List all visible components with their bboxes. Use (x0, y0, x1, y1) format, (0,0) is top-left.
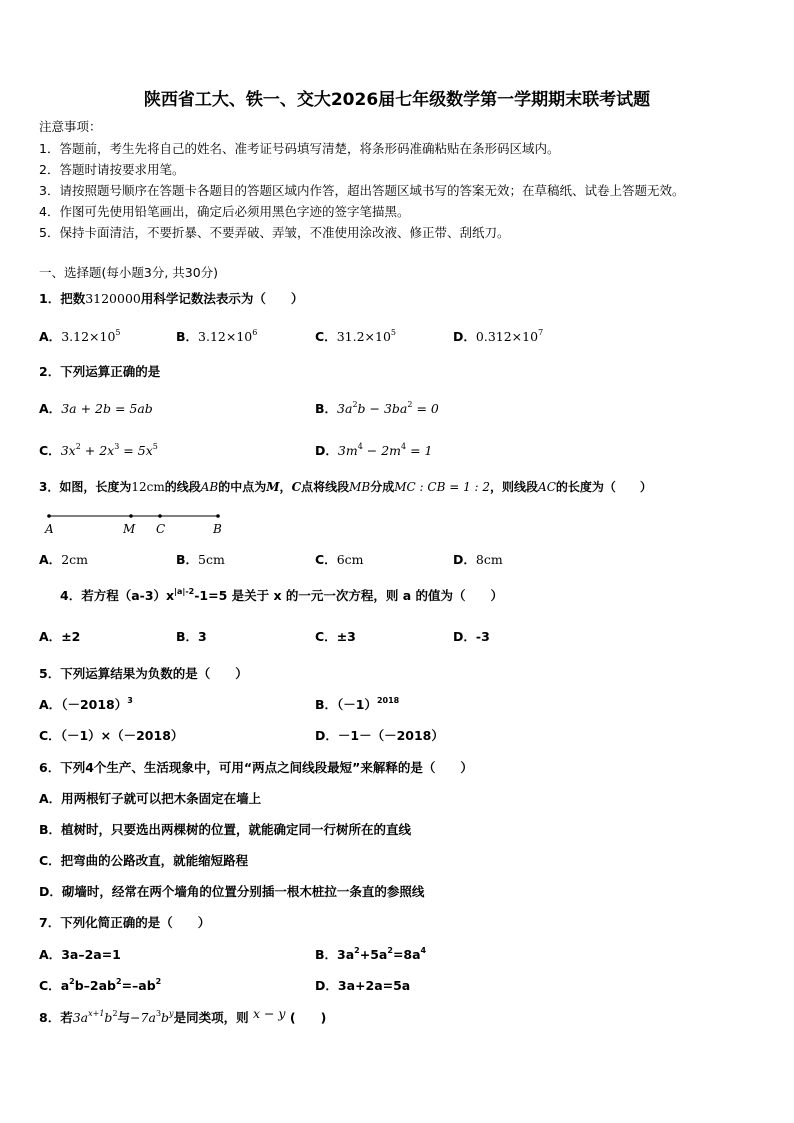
q6-option-a: A．用两根钉子就可以把木条固定在墙上 (39, 791, 262, 806)
point-b-dot (216, 514, 220, 518)
question-4-stem: 4．若方程$(a-3)x^{|a|-2}-1=5$ 是关于 x 的一元一次方程，则 a 的值为（ ） (60, 587, 504, 603)
point-b-label: B (213, 522, 222, 536)
q2-option-b: B．$3a^2b - 3ba^2 = 0$ (315, 400, 439, 416)
q1-option-c: C．$31.2\times 10^5$ (315, 328, 396, 344)
question-1-stem (39, 291, 303, 307)
point-a-dot (47, 514, 51, 518)
q4-option-c: C．±3 (315, 629, 356, 644)
point-m-label: M (123, 522, 136, 536)
section-heading: 一、选择题(每小题3分, 共30分) (39, 265, 219, 280)
q5-option-c: C．（－1）×（－2018） (39, 728, 184, 743)
q5-option-d: D．－1－（－2018） (315, 728, 444, 743)
q7-option-c: C．$a^2b-2ab^2=-ab^2$ (39, 977, 162, 993)
notice-item-2: 2．答题时请按要求用笔。 (39, 162, 185, 177)
point-a-label: A (45, 522, 54, 536)
point-m-dot (129, 514, 133, 518)
q2-option-c: C．$3x^2 + 2x^3 = 5x^5$ (39, 442, 158, 458)
q4-option-a: A．±2 (39, 629, 81, 644)
q3-option-d: D．8cm (453, 552, 503, 567)
q7-option-a: A．3a–2a=1 (39, 947, 121, 962)
q4-option-d: D．-3 (453, 629, 490, 644)
q1-stem-pre: 1．把数 (39, 291, 86, 306)
q1-option-b: B．$3.12\times 10^6$ (176, 328, 258, 344)
q5-option-b: B．$(-1)^{2018}$ (315, 696, 400, 712)
question-8-stem: 8．若$3a^{x+1}b^2$与$-7a^3b^y$是同类项，则 x − y ( ) (39, 1006, 327, 1025)
line-segment-figure (40, 510, 240, 540)
q3-option-c: C．6cm (315, 552, 364, 567)
notice-heading: 注意事项： (39, 119, 102, 134)
q1-option-a: A．$3.12\times 10^5$ (39, 328, 121, 344)
q7-option-b: B．$3a^2+5a^2=8a^4$ (315, 946, 427, 962)
point-c-label: C (156, 522, 166, 536)
q6-option-c: C．把弯曲的公路改直，就能缩短路程 (39, 853, 249, 868)
q6-option-d: D．砌墙时，经常在两个墙角的位置分别插一根木桩拉一条直的参照线 (39, 884, 425, 899)
point-c-dot (158, 514, 162, 518)
notice-item-3: 3．请按照题号顺序在答题卡各题目的答题区域内作答，超出答题区域书写的答案无效；在草稿纸、试卷上答题无效。 (39, 183, 685, 198)
q2-option-d: D．$3m^4 - 2m^4 = 1$ (315, 442, 433, 458)
q4-option-b: B．3 (176, 629, 207, 644)
notice-item-5: 5．保持卡面清洁，不要折暴、不要弄破、弄皱，不准使用涂改液、修正带、刮纸刀。 (39, 225, 510, 240)
q3-option-b: B．5cm (176, 552, 225, 567)
q6-option-b: B．植树时，只要选出两棵树的位置，就能确定同一行树所在的直线 (39, 822, 412, 837)
question-7-stem: 7．下列化简正确的是（ ） (39, 915, 211, 930)
question-2-stem: 2．下列运算正确的是 (39, 364, 161, 379)
q7-option-d: D．3a+2a=5a (315, 978, 411, 993)
page-title: 陕西省工大、铁一、交大2026届七年级数学第一学期期末联考试题 (143, 90, 651, 110)
q2-option-a: A．3a + 2b = 5ab (39, 401, 153, 416)
q1-option-d: D．$0.312\times 10^7$ (453, 328, 544, 344)
notice-item-1: 1．答题前，考生先将自己的姓名、准考证号码填写清楚，将条形码准确粘贴在条形码区域内。 (39, 141, 560, 156)
question-6-stem: 6．下列4个生产、生活现象中，可用“两点之间线段最短”来解释的是（ ） (39, 760, 473, 775)
question-5-stem: 5．下列运算结果为负数的是（ ） (39, 666, 248, 681)
q1-number: 3120000 (85, 291, 141, 306)
q1-stem-post: 用科学记数法表示为（ ） (140, 291, 304, 306)
q3-option-a: A．2cm (39, 552, 88, 567)
notice-item-4: 4．作图可先使用铅笔画出，确定后必须用黑色字迹的签字笔描黑。 (39, 204, 410, 219)
q5-option-a: A．$(-2018)^3$ (39, 696, 133, 712)
question-3-stem: 3．如图，长度为12cm的线段AB的中点为M，C点将线段MB分成MC : CB = 1 : 2，则线段AC的长度为（ ） (39, 480, 652, 494)
